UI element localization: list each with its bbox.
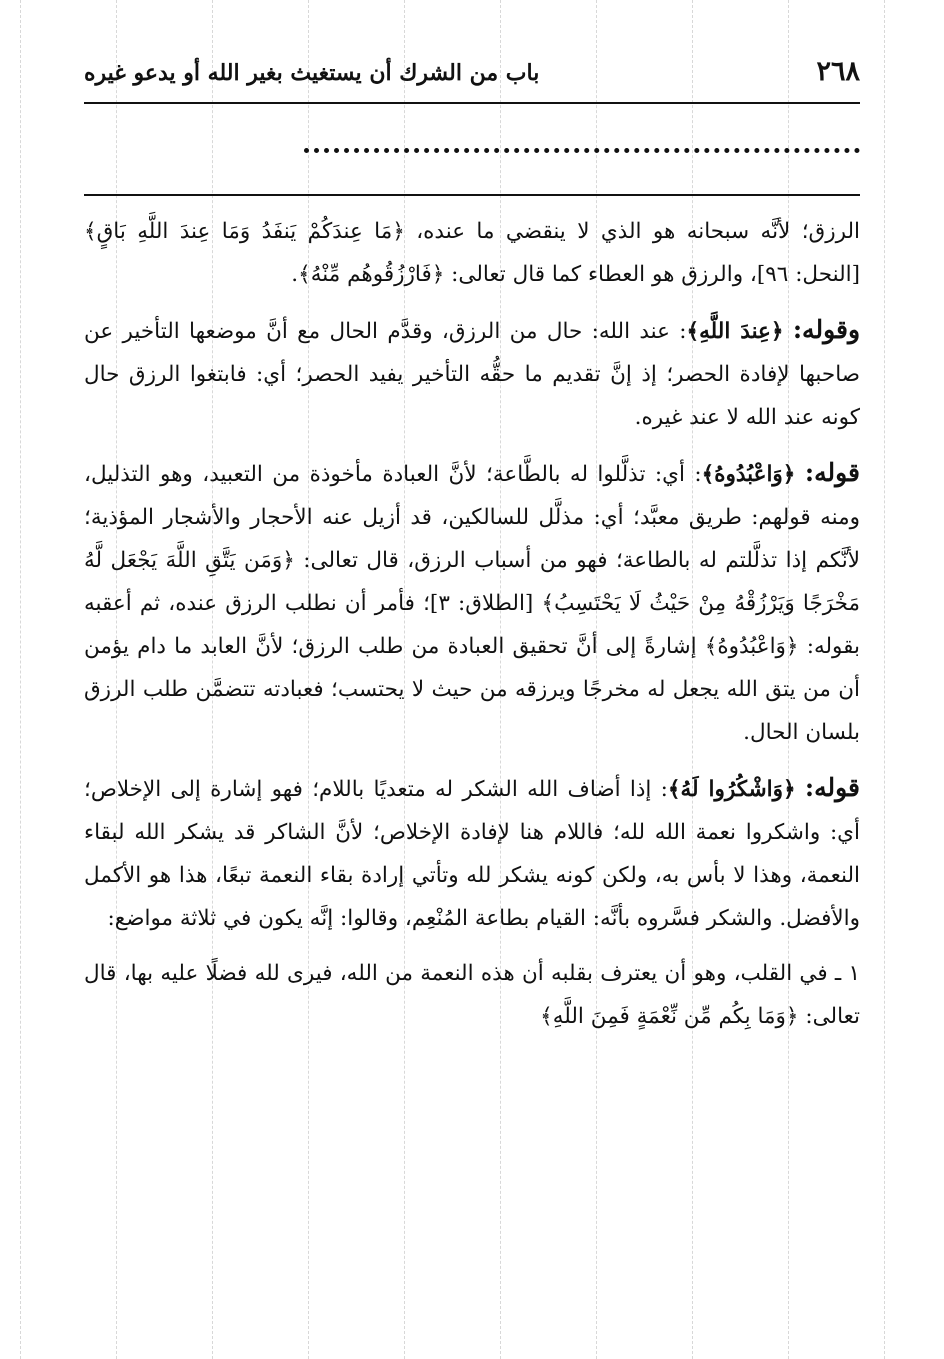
book-page [84, 56, 860, 1038]
paragraph-lead: قوله: [804, 458, 860, 487]
running-head [84, 56, 860, 102]
paragraph [84, 451, 860, 754]
list-item-text: ١ ـ في القلب، وهو أن يعترف بقلبه أن هذه النعمة من الله، فيرى لله فضلًا عليه بها، قال تعالى: ﴿وَمَا بِكُم مِّن نِّعْمَةٍ فَمِنَ اللَّهِ﴾ [84, 961, 860, 1029]
paragraph-lead: قوله: [804, 773, 860, 802]
paragraph [84, 308, 860, 439]
paragraph-text: الرزق؛ لأنَّه سبحانه هو الذي لا ينقضي ما عنده، ﴿مَا عِندَكُمْ يَنفَدُ وَمَا عِندَ اللَّهِ بَاقٍ﴾ [النحل: ٩٦]، والرزق هو العطاء كما قال تعالى: ﴿فَارْزُقُوهُم مِّنْهُ﴾. [84, 219, 860, 287]
page-number: ٢٦٨ [816, 56, 860, 87]
quoted-verse: ﴿وَاعْبُدُوهُ﴾ [701, 462, 796, 487]
commentary-text [84, 210, 860, 1038]
paragraph [84, 766, 860, 940]
dotted-separator [84, 104, 860, 154]
paragraph-text: : عند الله: حال من الرزق، وقدَّم الحال مع أنَّ موضعها التأخير عن صاحبها لإفادة الحصر؛ إذ إنَّ تقديم ما حقُّه التأخير يفيد الحصر؛ أي: فابتغوا الرزق حال كونه عند الله لا عند غيره. [84, 319, 860, 430]
paragraph-lead: وقوله: [792, 315, 861, 344]
commentary-rule [84, 194, 860, 196]
scan-grid-line [884, 0, 885, 1359]
scan-grid-line [20, 0, 21, 1359]
paragraph [84, 210, 860, 296]
paragraph-text: : إذا أضاف الله الشكر له متعديًا باللام؛ فهو إشارة إلى الإخلاص؛ أي: واشكروا نعمة الله لله؛ فاللام هنا لإفادة الإخلاص؛ لأنَّ الشاكر قد يشكر الله لبقاء النعمة، وهذا لا بأس به، ولكن كونه يشكر لله وتأتي إرادة بقاء النعمة تبعًا، هذا هو الأكمل والأفضل. والشكر فسَّروه بأنَّه: القيام بطاعة المُنْعِم، وقالوا: إنَّه يكون في ثلاثة مواضع: [84, 777, 860, 931]
paragraph-text: : أي: تذلَّلوا له بالطَّاعة؛ لأنَّ العبادة مأخوذة من التعبيد، وهو التذليل، ومنه قولهم: طريق معبَّد؛ أي: مذلَّل للسالكين، قد أزيل عنه الأحجار والأشجار المؤذية؛ لأنَّكم إذا تذلَّلتم له بالطاعة؛ فهو من أسباب الرزق، قال تعالى: ﴿وَمَن يَتَّقِ اللَّهَ يَجْعَل لَّهُ مَخْرَجًا وَيَرْزُقْهُ مِنْ حَيْثُ لَا يَحْتَسِبُ﴾ [الطلاق: ٣]؛ فأمر أن نطلب الرزق عنده، ثم أعقبه بقوله: ﴿وَاعْبُدُوهُ﴾ إشارةً إلى أنَّ تحقيق العبادة من طلب الرزق؛ لأنَّ العابد ما دام يؤمن أن من يتق الله يجعل له مخرجًا ويرزقه من حيث لا يحتسب؛ فعبادته تتضمَّن طلب الرزق بلسان الحال. [84, 462, 860, 745]
quoted-verse: ﴿وَاشْكُرُوا لَهُ﴾ [667, 777, 796, 802]
list-item [84, 952, 860, 1038]
chapter-title: باب من الشرك أن يستغيث بغير الله أو يدعو غيره [84, 60, 540, 86]
quoted-verse: ﴿عِندَ اللَّهِ﴾ [686, 319, 784, 344]
